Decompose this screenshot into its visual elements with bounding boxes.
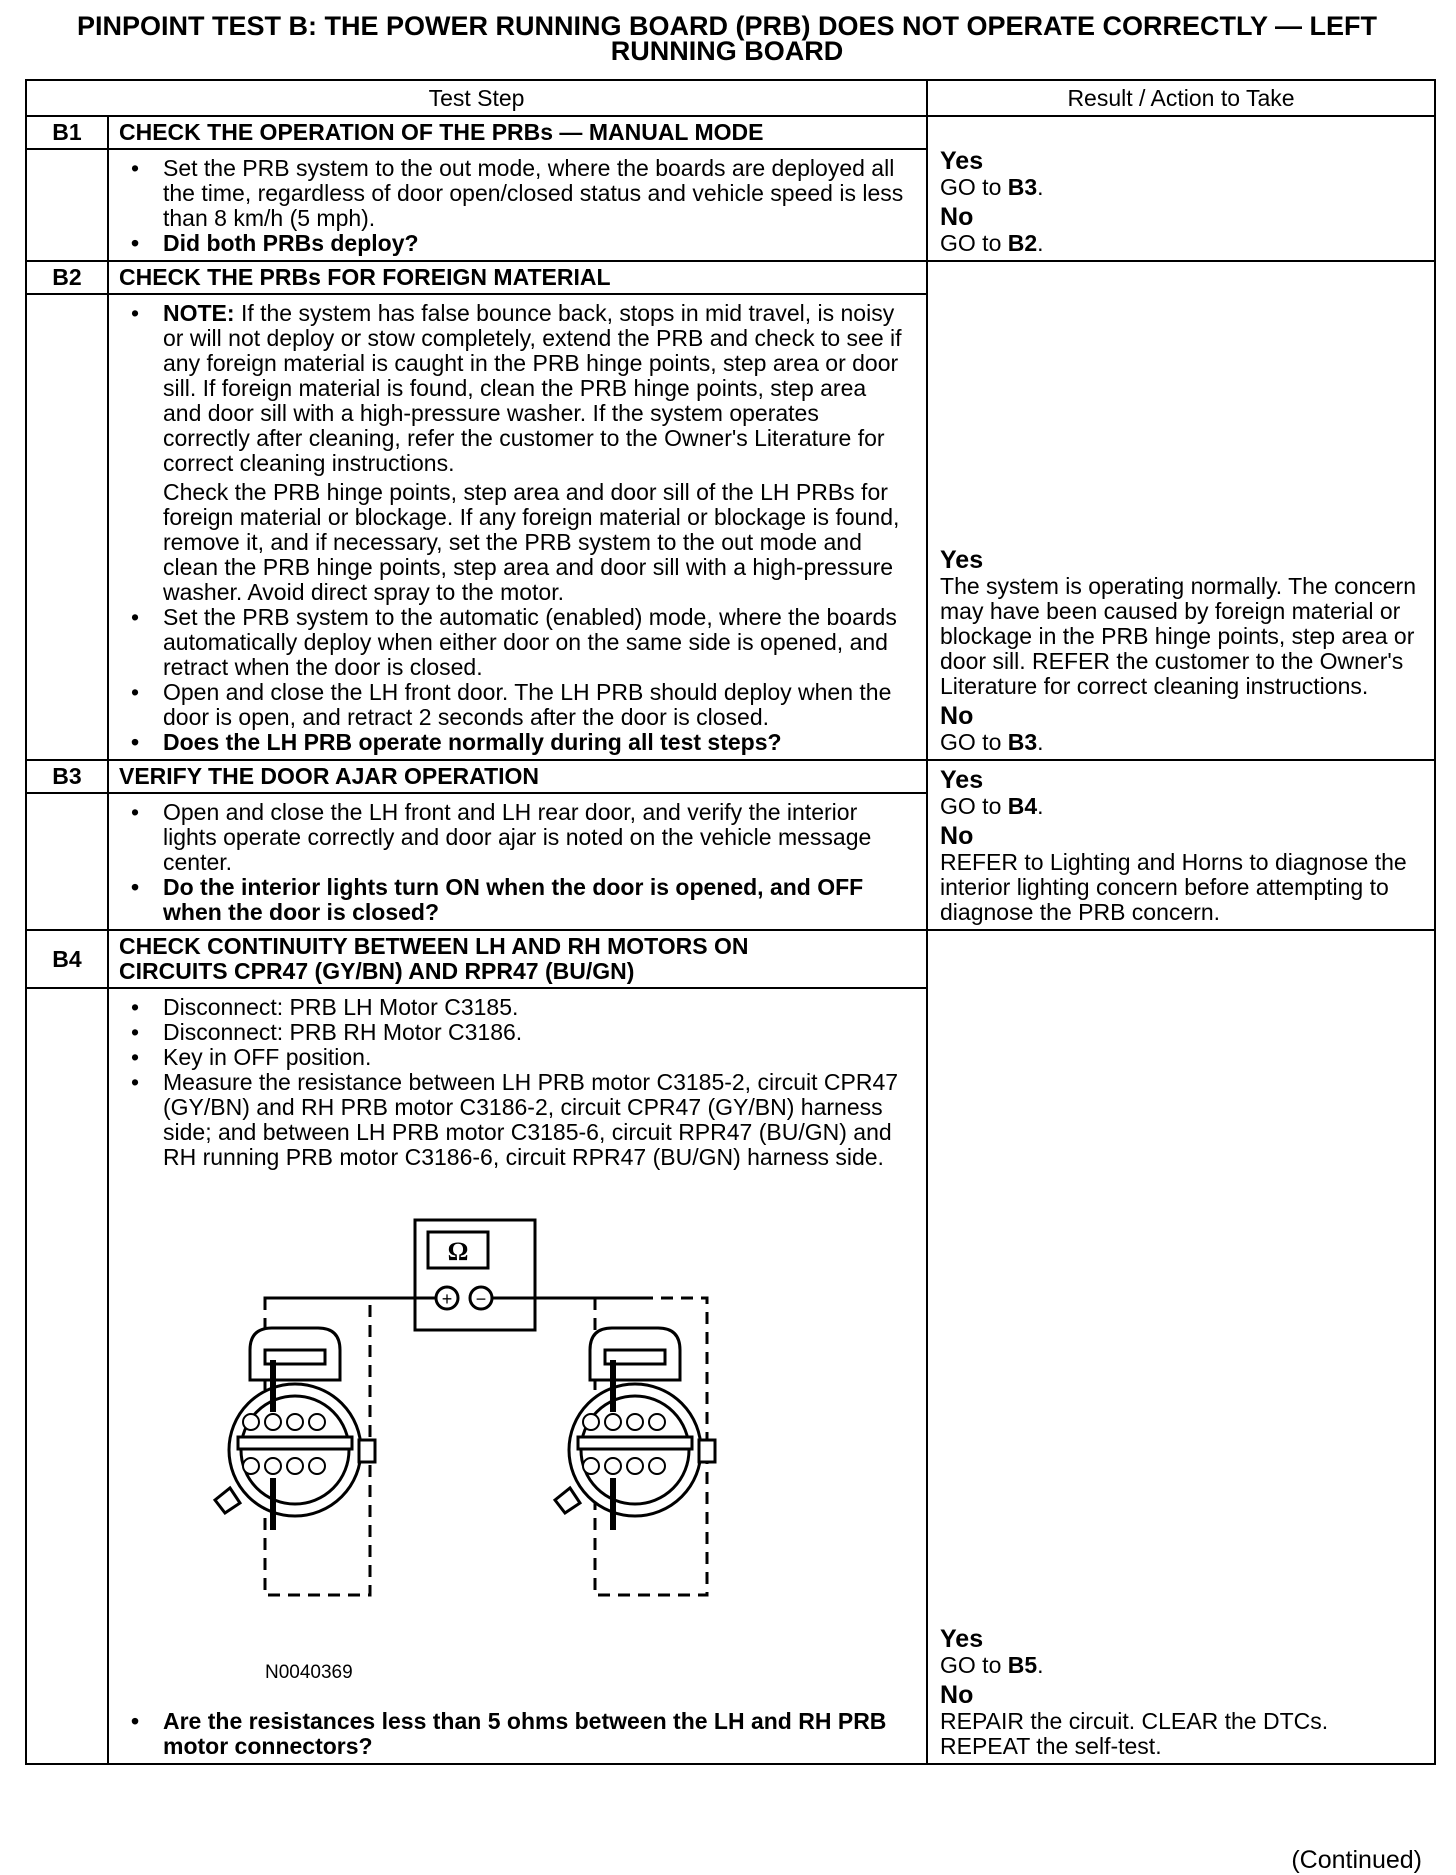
yes-action: GO to B4. xyxy=(940,793,1044,819)
plus-sign: + xyxy=(441,1289,453,1309)
yes-action: GO to B3. xyxy=(940,174,1044,200)
figure-id: N0040369 xyxy=(265,1662,353,1683)
step-body-b4 xyxy=(108,988,927,1764)
list-item: • Disconnect: PRB LH Motor C3185. xyxy=(125,995,910,1020)
title-line-1: PINPOINT TEST B: THE POWER RUNNING BOARD (PRB) DOES NOT OPERATE CORRECTLY — LEFT xyxy=(76,11,1378,41)
yes-action: GO to B5. xyxy=(940,1652,1044,1678)
no-action: REPAIR the circuit. CLEAR the DTCs. REPEAT the self-test. xyxy=(940,1708,1329,1759)
no-label: No xyxy=(940,203,974,231)
minus-sign: − xyxy=(475,1289,487,1309)
step-heading-b3: VERIFY THE DOOR AJAR OPERATION xyxy=(108,760,927,793)
ohm-symbol: Ω xyxy=(447,1237,469,1266)
title-line-2: RUNNING BOARD xyxy=(610,36,844,66)
step-id-b2: B2 xyxy=(26,261,108,294)
yes-label: Yes xyxy=(940,766,984,794)
step-ref: B3 xyxy=(1007,174,1038,200)
step-ref: B2 xyxy=(1007,230,1038,256)
list-item: • Open and close the LH front door. The LH PRB should deploy when the door is open, and retract 2 seconds after the door is closed. xyxy=(125,680,910,730)
step-id-b1: B1 xyxy=(26,116,108,149)
step-b3-heading-row xyxy=(26,760,1435,793)
header-row xyxy=(26,80,1435,116)
yes-label: Yes xyxy=(940,546,984,574)
no-action: REFER to Lighting and Horns to diagnose the interior lighting concern before attempting to diagnose the PRB concern. xyxy=(940,849,1407,925)
list-item: • Open and close the LH front and LH rear door, and verify the interior lights operate correctly and door ajar is noted on the vehicle message center. xyxy=(125,800,910,875)
result-b2 xyxy=(927,261,1435,760)
no-action: GO to B3. xyxy=(940,729,1044,755)
step-b2-heading-row xyxy=(26,261,1435,294)
yes-label: Yes xyxy=(940,1625,984,1653)
no-label: No xyxy=(940,702,974,730)
list-item: • Key in OFF position. xyxy=(125,1045,910,1070)
ohmmeter-connector-diagram xyxy=(125,1200,825,1660)
question-item: • Did both PRBs deploy? xyxy=(125,231,910,256)
list-item: • Measure the resistance between LH PRB motor C3185-2, circuit CPR47 (GY/BN) and RH PRB motor C3186-2, circuit CPR47 (GY/BN) harness side; and between LH PRB motor C3185-6, circuit RPR47 (BU/GN) and RH running PRB motor C3186-6, circuit RPR47 (BU/GN) harness side. xyxy=(125,1070,910,1170)
pinpoint-test-table xyxy=(25,79,1436,1765)
list-item: • Disconnect: PRB RH Motor C3186. xyxy=(125,1020,910,1045)
continued-label: (Continued) xyxy=(1291,1846,1422,1874)
step-ref: B5 xyxy=(1007,1652,1038,1678)
list-item: • Set the PRB system to the out mode, where the boards are deployed all the time, regardless of door open/closed status and vehicle speed is less than 8 km/h (5 mph). xyxy=(125,156,910,231)
step-b4-heading-row xyxy=(26,930,1435,988)
step-ref: B3 xyxy=(1007,729,1038,755)
note-label: NOTE: xyxy=(163,300,235,326)
rh-motor-connector xyxy=(555,1328,715,1516)
header-test-step: Test Step xyxy=(26,80,927,116)
step-id-b4: B4 xyxy=(26,930,108,988)
connector-diagram-svg xyxy=(125,1200,825,1660)
yes-label: Yes xyxy=(940,147,984,175)
question-item: • Does the LH PRB operate normally during all test steps? xyxy=(125,730,910,755)
lh-motor-connector xyxy=(215,1328,375,1516)
no-action: GO to B2. xyxy=(940,230,1044,256)
note-item: • NOTE: If the system has false bounce back, stops in mid travel, is noisy or will not deploy or stow completely, extend the PRB and check to see if any foreign material is caught in the PRB hinge points, step area or door sill. If foreign material is found, clean the PRB hinge points, step area and door sill with a high-pressure washer. If the system operates correctly after cleaning, refer the customer to the Owner's Literature for correct cleaning instructions. Check the PRB hinge points, step area and door sill of the LH PRBs for foreign material or blockage. If any foreign material or blockage is found, remove it, and if necessary, set the PRB system to the out mode and clean the PRB hinge points, step area and door sill with a high-pressure washer. Avoid direct spray to the motor. xyxy=(125,301,910,605)
step-b1-heading-row xyxy=(26,116,1435,149)
result-b3 xyxy=(927,760,1435,930)
no-label: No xyxy=(940,822,974,850)
ohmmeter-body xyxy=(415,1220,535,1330)
step-body-b2 xyxy=(108,294,927,760)
question-item: • Are the resistances less than 5 ohms between the LH and RH PRB motor connectors? xyxy=(125,1709,910,1759)
step-heading-b2: CHECK THE PRBs FOR FOREIGN MATERIAL xyxy=(108,261,927,294)
page-title xyxy=(24,11,1430,66)
question-item: • Do the interior lights turn ON when the door is opened, and OFF when the door is closed? xyxy=(125,875,910,925)
step-body-b1 xyxy=(108,149,927,261)
result-b1 xyxy=(927,116,1435,261)
list-item: • Set the PRB system to the automatic (enabled) mode, where the boards automatically deploy when either door on the same side is opened, and retract when the door is closed. xyxy=(125,605,910,680)
no-label: No xyxy=(940,1681,974,1709)
step-body-b3 xyxy=(108,793,927,930)
result-b4 xyxy=(927,930,1435,1764)
step-heading-b1: CHECK THE OPERATION OF THE PRBs — MANUAL MODE xyxy=(108,116,927,149)
step-ref: B4 xyxy=(1007,793,1038,819)
step-id-b3: B3 xyxy=(26,760,108,793)
note-paragraph: Check the PRB hinge points, step area and door sill of the LH PRBs for foreign material or blockage. If any foreign material or blockage is found, remove it, and if necessary, set the PRB system to the out mode and clean the PRB hinge points, step area and door sill with a high-pressure washer. Avoid direct spray to the motor. xyxy=(163,479,900,605)
header-result: Result / Action to Take xyxy=(927,80,1435,116)
step-heading-b4: CHECK CONTINUITY BETWEEN LH AND RH MOTORS ON CIRCUITS CPR47 (GY/BN) AND RPR47 (BU/GN) xyxy=(108,930,927,988)
yes-action: The system is operating normally. The concern may have been caused by foreign material or blockage in the PRB hinge points, step area or door sill. REFER the customer to the Owner's Literature for correct cleaning instructions. xyxy=(940,573,1416,699)
